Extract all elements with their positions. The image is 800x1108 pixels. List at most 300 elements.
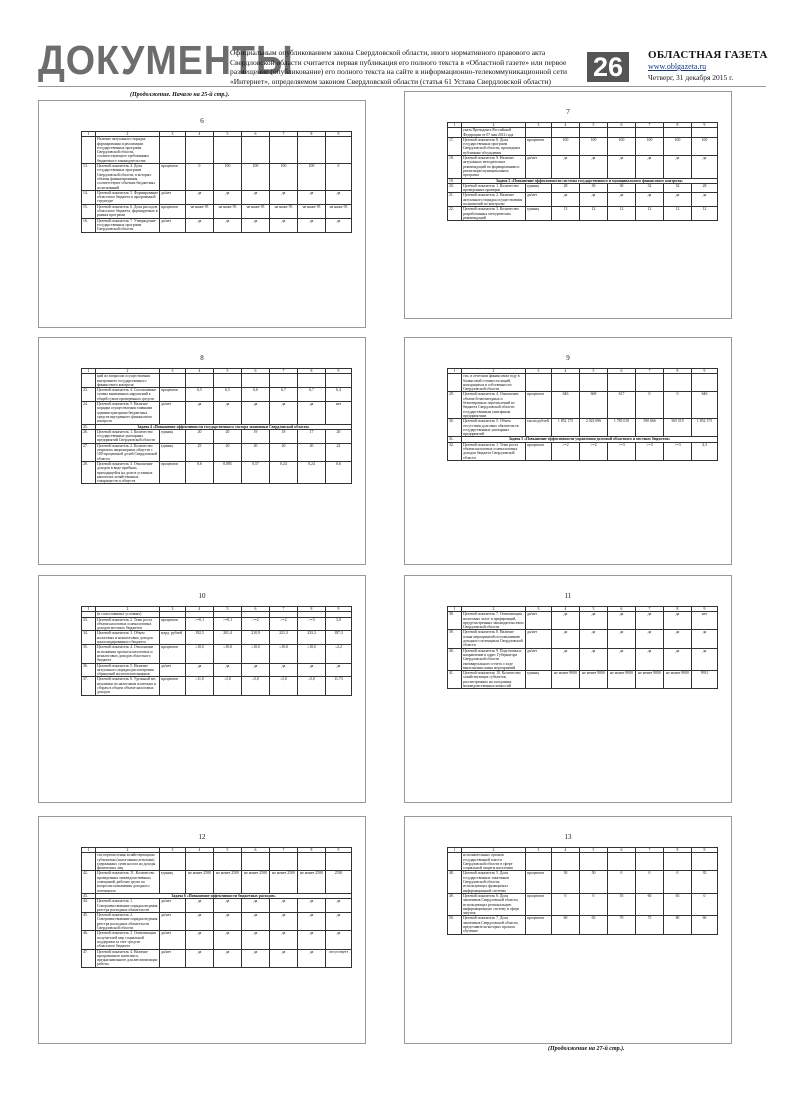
unit: процентов [160, 164, 186, 191]
indicator-value: >=2 [270, 617, 298, 631]
indicator-name: Целевой показатель 2. Наличие актуального порядка осуществления полномочий по контролю [462, 193, 526, 207]
indicator-value: да [186, 402, 214, 424]
indicator-value: 6,7 [298, 388, 326, 402]
task-title: Задача 6 «Повышение эффективности бюджетных расходов» [96, 893, 352, 898]
column-number: 2 [96, 132, 160, 137]
table-row [82, 949, 352, 967]
table-row [82, 663, 352, 677]
scan-page [38, 100, 366, 328]
indicator-value: 11,73 [326, 677, 352, 695]
scan-page [404, 337, 732, 565]
continued-to-note: (Продолжение на 27-й стр.). [548, 1046, 625, 1052]
column-number: 7 [270, 369, 298, 374]
table-row [448, 183, 718, 193]
scan-page-number: 8 [200, 354, 204, 362]
indicator-value: не ниже 95 [242, 204, 270, 218]
indicator-name: Целевой показатель 9. Наличие актуальных методических рекомендаций по формированию и реализации муниципальных программ [462, 156, 526, 178]
column-number: 1 [448, 848, 462, 853]
row-number: 32. [448, 442, 462, 460]
row-number: 14. [82, 190, 96, 204]
indicator-value: да [580, 156, 608, 178]
indicator-value: да [298, 663, 326, 677]
column-number: 8 [664, 848, 692, 853]
indicator-value: 100 [242, 164, 270, 191]
gazette-site-link[interactable]: www.oblgazeta.ru [648, 62, 707, 71]
column-number: 5 [580, 848, 608, 853]
column-number: 9 [692, 848, 718, 853]
indicator-value: 65 [580, 916, 608, 934]
unit: процентов [160, 645, 186, 663]
indicator-value: да [298, 949, 326, 967]
indicator-value: не ниже 95 [214, 204, 242, 218]
indicator-name: Целевой показатель 3. Количество разработанных методических рекомендаций [462, 207, 526, 221]
indicator-value: ≤5,0 [270, 677, 298, 695]
indicator-name: Целевой показатель 5. Наличие актуального порядка рассмотрения обращений налогоплательщиков [96, 663, 160, 677]
column-number: 8 [664, 369, 692, 374]
unit [160, 853, 186, 871]
column-number: 4 [552, 369, 580, 374]
column-number: 6 [608, 123, 636, 128]
indicator-value: да [298, 402, 326, 424]
indicator-value [552, 128, 580, 138]
indicator-value [214, 853, 242, 871]
table-row [448, 648, 718, 670]
indicator-value: да [692, 630, 718, 648]
row-number: 37. [82, 677, 96, 695]
indicator-value: не ниже 95 [186, 204, 214, 218]
indicator-value [214, 137, 242, 164]
indicator-value: 1 852 175 [552, 419, 580, 437]
indicator-value: да [580, 630, 608, 648]
indicator-value: не ниже 95 [298, 204, 326, 218]
indicator-value: 0 [664, 871, 692, 893]
row-number: 44. [82, 899, 96, 913]
indicator-value: 50 [580, 871, 608, 893]
indicator-value: 19 [242, 429, 270, 443]
indicator-value: >=0,1 [186, 617, 214, 631]
indicator-value: да [214, 949, 242, 967]
indicator-value: 590 666 [636, 419, 664, 437]
row-number: 35. [82, 645, 96, 663]
column-number: 7 [636, 123, 664, 128]
column-number: 3 [160, 607, 186, 612]
column-number: 3 [160, 132, 186, 137]
table-row [82, 218, 352, 232]
column-number: 9 [692, 369, 718, 374]
column-number: 9 [326, 607, 352, 612]
column-number: 7 [636, 848, 664, 853]
indicator-value: да [186, 899, 214, 913]
column-number: 2 [96, 369, 160, 374]
indicator-value: да [242, 402, 270, 424]
indicator-name: указа Президента Российской Федерации от 07 мая 2012 года [462, 128, 526, 138]
column-number: 6 [608, 607, 636, 612]
unit: да/нет [526, 156, 552, 178]
indicator-value: >=3 [636, 442, 664, 460]
column-number: 2 [462, 848, 526, 853]
row-number: 27. [82, 443, 96, 461]
indicator-name: Целевой показатель 5. Формирование областного бюджета в программной структуре [97, 190, 159, 204]
page-number-badge: 26 [587, 52, 629, 82]
indicator-value [664, 853, 692, 871]
indicator-value: 0 [186, 164, 214, 191]
unit [160, 374, 186, 388]
indicator-value: 20 [186, 429, 214, 443]
indicator-value [608, 853, 636, 871]
unit: тысяч рублей [526, 419, 552, 437]
column-number: 2 [462, 123, 526, 128]
indicator-value [608, 374, 636, 392]
indicator-value: да [692, 648, 718, 670]
indicator-value: да [242, 663, 270, 677]
indicator-value: 0,6 [326, 461, 352, 483]
indicator-value: ≤10,0 [270, 645, 298, 663]
unit: процентов [160, 677, 186, 695]
indicator-value: да [636, 156, 664, 178]
row-number: 21. [448, 193, 462, 207]
column-number: 8 [298, 132, 326, 137]
indicator-value: 2530 [326, 871, 352, 893]
indicator-value: не ниже 95 [326, 204, 352, 218]
row-number: 13. [82, 164, 96, 191]
indicator-value: да [552, 156, 580, 178]
indicator-value [636, 853, 664, 871]
indicator-value: да [664, 630, 692, 648]
indicator-value [580, 853, 608, 871]
row-number: 50. [448, 916, 462, 934]
unit: единиц [160, 429, 186, 443]
indicator-value: да [326, 190, 352, 204]
column-number: 9 [326, 369, 352, 374]
table-row [448, 392, 718, 419]
indicator-value: 12 [664, 207, 692, 221]
unit [526, 128, 552, 138]
column-number: 5 [580, 607, 608, 612]
indicator-value: да [298, 931, 326, 949]
table-row [448, 916, 718, 934]
indicator-value: да [326, 899, 352, 913]
column-number: 1 [448, 123, 462, 128]
page-header [0, 0, 800, 94]
indicator-value: ≤10,0 [242, 645, 270, 663]
indicators-table [81, 606, 352, 696]
indicator-value [214, 374, 242, 388]
indicator-value: 28 [692, 183, 718, 193]
indicator-value: 192,5 [186, 631, 214, 645]
indicator-value: да [580, 612, 608, 630]
indicator-value [186, 137, 214, 164]
indicator-value: да [214, 402, 242, 424]
indicator-name: Целевой показатель 6. Удельный вес недоимки по налоговым платежам и сборам в общем объеме налоговых доходов [96, 677, 160, 695]
indicator-value: 12 [636, 207, 664, 221]
row-number: 26. [82, 429, 96, 443]
indicator-value: 646 [552, 392, 580, 419]
indicator-value: 646 [692, 392, 718, 419]
indicator-name: Наличие актуального порядка формирования и реализации государственных программ Свердловской области, соответствующего требованиям бюджетного законодательства [96, 137, 160, 164]
indicator-value: ≤2,2 [326, 645, 352, 663]
indicator-value: 32 [664, 183, 692, 193]
unit: да/нет [526, 630, 552, 648]
indicator-value: да [242, 913, 270, 931]
indicators-table [447, 847, 718, 935]
indicator-value: 0 [692, 893, 718, 915]
column-number: 5 [214, 132, 242, 137]
table-row [448, 893, 718, 915]
indicator-value: 100 [692, 137, 718, 155]
indicator-value: не менее 9000 [580, 671, 608, 689]
unit: единиц [526, 671, 552, 689]
table-row [448, 207, 718, 221]
indicator-value: да [214, 663, 242, 677]
indicator-value: >=3 [608, 442, 636, 460]
indicator-value: да [242, 899, 270, 913]
task-title: Задача 4 «Повышение эффективности государственного сектора экономики Свердловской области» [96, 424, 352, 429]
column-number: 6 [242, 848, 270, 853]
table-row [82, 677, 352, 695]
indicator-value: 6,4 [326, 388, 352, 402]
indicator-value: да [326, 218, 352, 232]
indicator-value: 60 [636, 893, 664, 915]
column-number: 6 [608, 848, 636, 853]
row-number: 39. [448, 630, 462, 648]
indicator-value: 20 [242, 443, 270, 461]
indicators-table [447, 122, 718, 221]
row-number: 38. [448, 612, 462, 630]
column-number: 6 [242, 132, 270, 137]
indicator-value: 55 [608, 893, 636, 915]
indicator-value [298, 853, 326, 871]
column-number: 3 [526, 848, 552, 853]
column-number: 8 [664, 607, 692, 612]
indicators-table [81, 368, 352, 484]
indicator-value: 668 [580, 392, 608, 419]
scan-page-number: 6 [200, 117, 204, 125]
indicator-value: 221,3 [270, 631, 298, 645]
unit: да/нет [160, 949, 186, 967]
indicator-name: Целевой показатель 5. Объем отсутствия долговых обязательств государственных унитарных предприятий [462, 419, 526, 437]
scan-page-number: 11 [564, 592, 572, 600]
indicator-value: 1 852 175 [692, 419, 718, 437]
indicator-name: Целевой показатель 6. Доля расходов областного бюджета, формируемых в рамках программ [97, 204, 158, 218]
row-number: 43. [82, 893, 96, 898]
column-number: 6 [608, 369, 636, 374]
scan-page [38, 816, 366, 1044]
indicator-name: Целевой показатель 4. Отношение объема безвозмездных и безвозвратных перечислений из бюджета Свердловской области государственным унитарным предприятиям [462, 392, 526, 419]
indicator-value [664, 374, 692, 392]
row-number [448, 374, 462, 392]
indicator-value: да [270, 663, 298, 677]
table-row [82, 631, 352, 645]
indicator-value: 75 [636, 916, 664, 934]
table-row [448, 871, 718, 893]
indicator-value: 100 [552, 137, 580, 155]
column-number: 8 [664, 123, 692, 128]
indicator-value: да [186, 913, 214, 931]
indicator-value: 0,57 [242, 461, 270, 483]
row-number: 46. [82, 931, 96, 949]
indicator-value: 6,5 [214, 388, 242, 402]
indicator-value: ≤5,0 [298, 677, 326, 695]
indicator-value: 9931 [692, 671, 718, 689]
header-divider [38, 86, 766, 87]
table-row [448, 374, 718, 392]
indicator-value: да [186, 218, 214, 232]
indicator-value: 20 [298, 443, 326, 461]
indicator-value: 0 [636, 871, 664, 893]
table-row [82, 645, 352, 663]
column-number: 5 [214, 607, 242, 612]
indicator-value: да [270, 899, 298, 913]
indicator-value: 0,24 [298, 461, 326, 483]
indicator-value [242, 853, 270, 871]
indicator-name: Целевой показатель 1. Количество государственных унитарных предприятий Свердловской области [96, 429, 160, 443]
indicator-value: не менее 2500 [298, 871, 326, 893]
indicator-name: Целевой показатель 11. Количество проведенных межведомственных совещаний, рабочих групп по вопросам повышения доходного потенциала [96, 871, 160, 893]
indicator-value: да [186, 663, 214, 677]
table-row [448, 853, 718, 871]
indicator-value: да [608, 156, 636, 178]
unit: да/нет [160, 663, 186, 677]
indicator-value: 0 [608, 871, 636, 893]
indicator-value: не менее 2500 [214, 871, 242, 893]
indicator-value: да [298, 190, 326, 204]
section-logo: ДОКУМЕНТЫ [38, 37, 294, 83]
row-number: 17. [448, 137, 462, 155]
indicator-value: 32 [636, 183, 664, 193]
indicator-value: да [664, 156, 692, 178]
unit: да/нет [526, 193, 552, 207]
indicator-value: да [664, 193, 692, 207]
row-number: 40. [448, 648, 462, 670]
indicator-value: да [552, 612, 580, 630]
row-number: 29. [448, 392, 462, 419]
indicator-name: Целевой показатель 8. Доля государственных программ Свердловской области, прошедших публичные обсуждения [462, 137, 526, 155]
indicator-value: 565 519 [664, 419, 692, 437]
indicator-value: >=3 [298, 617, 326, 631]
indicator-value: 201,4 [214, 631, 242, 645]
column-number: 3 [526, 123, 552, 128]
scan-page [404, 575, 732, 803]
indicator-value: 0 [552, 893, 580, 915]
column-number: 2 [462, 607, 526, 612]
indicator-name: Целевой показатель 1. Совершенствование порядка ведения реестра расходных обязательств [96, 899, 160, 913]
indicator-value: >=2 [552, 442, 580, 460]
indicator-value: да [552, 630, 580, 648]
unit: млрд. рублей [160, 631, 186, 645]
indicator-value: да [608, 193, 636, 207]
indicator-value: 35 [692, 871, 718, 893]
unit [526, 853, 552, 871]
indicator-value: да [580, 193, 608, 207]
row-number [82, 374, 96, 388]
table-row [82, 899, 352, 913]
indicator-value [326, 374, 352, 388]
indicator-value [298, 137, 326, 164]
table-row [448, 419, 718, 437]
unit: процентов [526, 137, 552, 155]
column-number: 3 [526, 607, 552, 612]
indicator-value: да [270, 913, 298, 931]
indicators-table [81, 131, 352, 233]
unit: единиц [160, 443, 186, 461]
indicator-value: 30 [552, 871, 580, 893]
unit: да/нет [526, 648, 552, 670]
table-row [448, 671, 718, 689]
indicator-value: >=2 [242, 617, 270, 631]
indicator-name: сти перечисления хозяйствующими субъектами (налоговыми агентами) удержанных сумм налога на доходы физических лиц [96, 853, 160, 871]
table-row [82, 853, 352, 871]
indicator-value: 3,8 [326, 617, 352, 631]
scan-page [38, 337, 366, 565]
unit: процентов [526, 916, 552, 934]
column-number: 1 [82, 607, 96, 612]
indicator-value: 12 [692, 207, 718, 221]
row-number: 15. [82, 204, 96, 218]
scan-page-number: 13 [564, 833, 572, 841]
column-number: 3 [526, 369, 552, 374]
indicator-value: нет [692, 612, 718, 630]
scan-page-number: 7 [566, 108, 570, 116]
indicator-value [186, 374, 214, 388]
indicators-table [447, 368, 718, 461]
row-number [82, 137, 96, 164]
indicator-value: 22 [326, 443, 352, 461]
indicator-value: 60 [552, 916, 580, 934]
unit: единиц [160, 871, 186, 893]
column-number: 4 [186, 369, 214, 374]
unit: единиц [526, 207, 552, 221]
row-number [82, 853, 96, 871]
indicator-value: да [214, 913, 242, 931]
indicator-value: 100 [214, 164, 242, 191]
indicator-value [326, 137, 352, 164]
indicator-value: да [580, 648, 608, 670]
indicator-value: не менее 9000 [664, 671, 692, 689]
indicator-name: Целевой показатель 2. Темп роста объема налоговых и неналоговых доходов местных бюджетов [96, 617, 160, 631]
indicator-name: Целевой показатель 5. Наличие порядка осуществления главными администраторами бюджетных средств внутреннего финансового контроля [96, 402, 160, 424]
unit: процентов [160, 204, 186, 218]
indicator-value: да [664, 648, 692, 670]
scan-page-number: 9 [566, 354, 570, 362]
indicator-value: 0 [580, 893, 608, 915]
indicator-value: да [552, 648, 580, 670]
indicator-value: 6,5 [186, 388, 214, 402]
indicator-name: Целевой показатель 10. Количество хозяйствующих субъектов, рассмотренных на заседаниях межведомственных комиссий [462, 671, 526, 689]
table-row [448, 612, 718, 630]
indicator-name: сти, в отчетном финансовом году в балансовой стоимости акций, находящихся в собственности Свердловской области [462, 374, 526, 392]
indicator-value: не менее 9000 [608, 671, 636, 689]
unit: единиц [526, 183, 552, 193]
indicator-value: 100 [608, 137, 636, 155]
column-number: 8 [298, 607, 326, 612]
indicator-value: да [692, 193, 718, 207]
indicator-name: Целевой показатель 7. Доля заказчиков Свердловской области, представители которых прошли обучение [462, 916, 526, 934]
column-number: 2 [96, 848, 160, 853]
table-row [82, 402, 352, 424]
indicator-value: >=2 [580, 442, 608, 460]
scan-page [404, 91, 732, 319]
row-number: 45. [82, 913, 96, 931]
indicator-name: Целевой показатель 2. Количество открытых акционерных обществ с 100-процентной долей Свердловской области [96, 443, 160, 461]
column-number: 7 [270, 848, 298, 853]
indicator-value [552, 853, 580, 871]
indicator-value: 1 785 010 [608, 419, 636, 437]
indicator-value: 187,3 [326, 631, 352, 645]
indicator-value [636, 374, 664, 392]
indicators-table [81, 847, 352, 968]
column-number: 7 [270, 607, 298, 612]
indicator-name: Целевой показатель 3. Объем налоговых и неналоговых доходов консолидированного бюджета [96, 631, 160, 645]
